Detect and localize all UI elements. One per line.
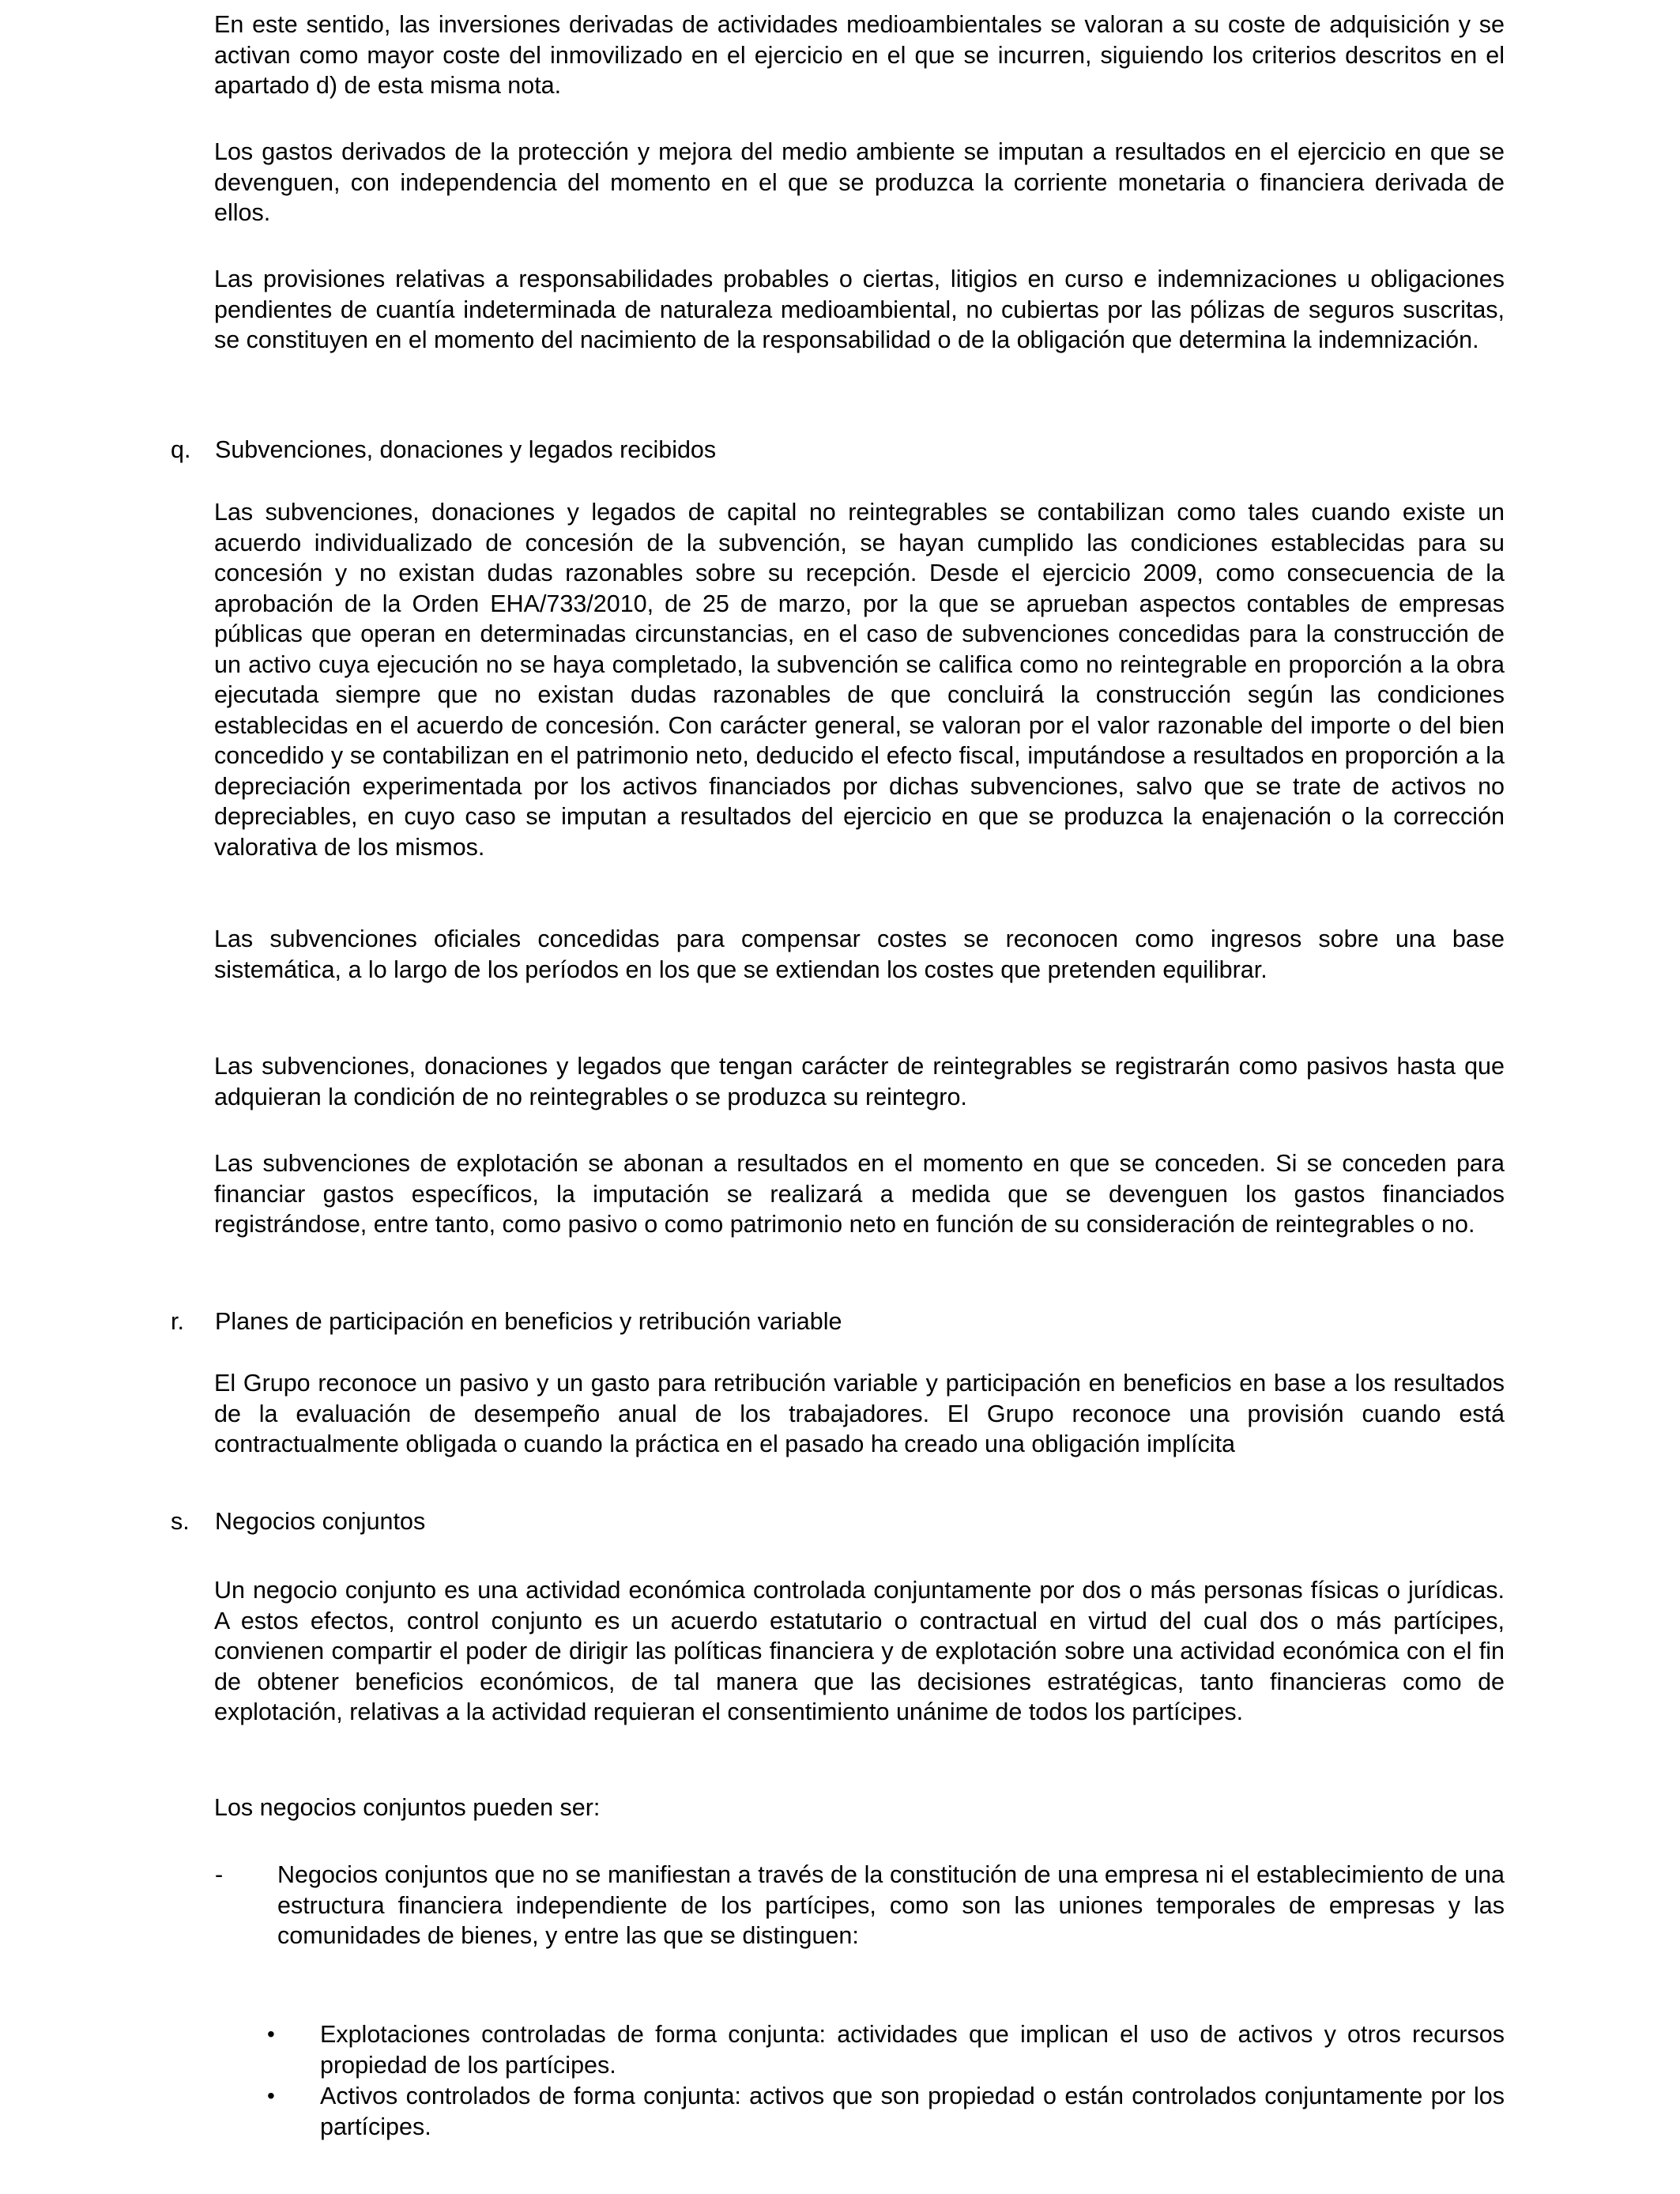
section-s-paragraph-1: Un negocio conjunto es una actividad económica controlada conjuntamente por dos o más personas físicas o jurídicas. A estos efectos, control conjunto es un acuerdo estatutario o contractual en virtud del cual dos o más partícipes, convienen compartir el poder de dirigir las políticas financiera y de explotación sobre una actividad económica con el fin de obtener beneficios económicos, de tal manera que las decisiones estratégicas, tanto financieras como de explotación, relativas a la actividad requieran el consentimiento unánime de todos los partícipes. [214,1577,1505,1725]
section-r-heading [171,1306,1514,1337]
section-q-paragraph-3: Las subvenciones, donaciones y legados que tengan carácter de reintegrables se registrarán como pasivos hasta que adquieran la condición de no reintegrables o se produzca su reintegro. [214,1053,1505,1110]
bullet-item-2: Activos controlados de forma conjunta: activos que son propiedad o están controlados conjuntamente por los partícipes. [320,2083,1505,2140]
section-s-heading [171,1506,1514,1537]
section-s-title: Negocios conjuntos [215,1508,426,1535]
section-r-letter: r. [171,1308,184,1335]
section-s-letter: s. [171,1508,190,1535]
section-q-paragraph-4: Las subvenciones de explotación se abonan a resultados en el momento en que se conceden. Si se conceden para financiar gastos específicos, la imputación se realizará a medida que se devenguen los gastos financiados registrándose, entre tanto, como pasivo o como patrimonio neto en función de su consideración de reintegrables o no. [214,1150,1505,1238]
bullet-icon: • [267,2083,275,2108]
section-r-paragraph-1: El Grupo reconoce un pasivo y un gasto para retribución variable y participación en beneficios en base a los resultados de la evaluación de desempeño anual de los trabajadores. El Grupo reconoce una provisión cuando está contractualmente obligada o cuando la práctica en el pasado ha creado una obligación implícita [214,1370,1505,1457]
section-s-paragraph-2: Los negocios conjuntos pueden ser: [214,1794,601,1821]
bullet-item-1: Explotaciones controladas de forma conjunta: actividades que implican el uso de activos y otros recursos propiedad de los partícipes. [320,2021,1505,2079]
section-q-paragraph-1: Las subvenciones, donaciones y legados de capital no reintegrables se contabilizan como tales cuando existe un acuerdo individualizado de concesión de la subvención, se hayan cumplido las condiciones establecidas para su concesión y no existan dudas razonables sobre su recepción. Desde el ejercicio 2009, como consecuencia de la aprobación de la Orden EHA/733/2010, de 25 de marzo, por la que se aprueban aspectos contables de empresas públicas que operan en determinadas circunstancias, en el caso de subvenciones concedidas para la construcción de un activo cuya ejecución no se haya completado, la subvención se califica como no reintegrable en proporción a la obra ejecutada siempre que no existan dudas razonables de que concluirá la construcción según las condiciones establecidas en el acuerdo de concesión. Con carácter general, se valoran por el valor razonable del importe o del bien concedido y se contabilizan en el patrimonio neto, deducido el efecto fiscal, imputándose a resultados en proporción a la depreciación experimentada por los activos financiados por dichas subvenciones, salvo que se trate de activos no depreciables, en cuyo caso se imputan a resultados del ejercicio en que se produzca la enajenación o la corrección valorativa de los mismos. [214,499,1505,861]
section-q-heading [171,435,1514,466]
dash-list-marker: - [215,1861,224,1888]
section-q-letter: q. [171,436,191,463]
section-r-title: Planes de participación en beneficios y retribución variable [215,1308,842,1335]
medioambiente-paragraph-2: Los gastos derivados de la protección y mejora del medio ambiente se imputan a resultados en el ejercicio en que se devenguen, con independencia del momento en el que se produzca la corriente monetaria o financiera derivada de ellos. [214,138,1505,226]
medioambiente-paragraph-1: En este sentido, las inversiones derivadas de actividades medioambientales se valoran a su coste de adquisición y se activan como mayor coste del inmovilizado en el ejercicio en el que se incurren, siguiendo los criterios descritos en el apartado d) de esta misma nota. [214,11,1505,99]
bullet-icon: • [267,2022,275,2046]
section-q-paragraph-2: Las subvenciones oficiales concedidas para compensar costes se reconocen como ingresos sobre una base sistemática, a lo largo de los períodos en los que se extiendan los costes que pretenden equilibrar. [214,925,1505,983]
dash-list-item: Negocios conjuntos que no se manifiestan a través de la constitución de una empresa ni el establecimiento de una estructura financiera independiente de los partícipes, como son las uniones temporales de empresas y las comunidades de bienes, y entre las que se distinguen: [277,1861,1505,1949]
section-q-title: Subvenciones, donaciones y legados recibidos [215,436,717,463]
medioambiente-paragraph-3: Las provisiones relativas a responsabilidades probables o ciertas, litigios en curso e indemnizaciones u obligaciones pendientes de cuantía indeterminada de naturaleza medioambiental, no cubiertas por las pólizas de seguros suscritas, se constituyen en el momento del nacimiento de la responsabilidad o de la obligación que determina la indemnización. [214,266,1505,353]
